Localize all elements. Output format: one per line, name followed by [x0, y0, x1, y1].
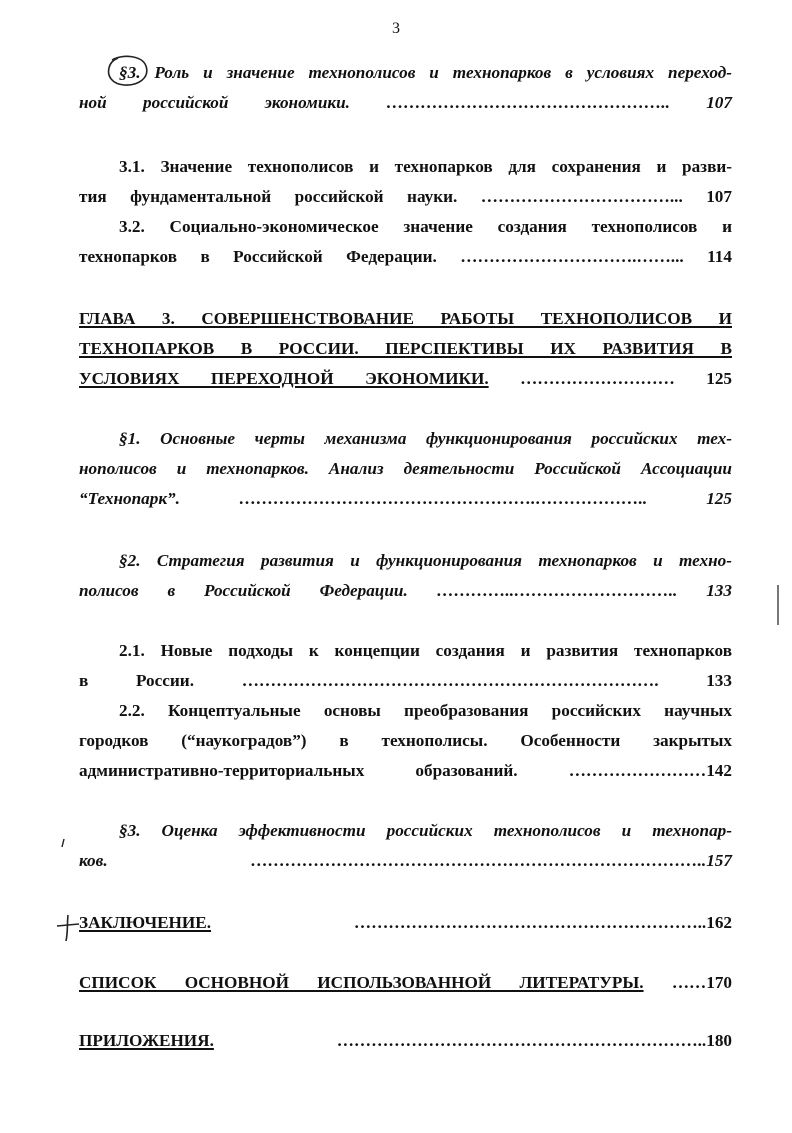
toc-entry-line: нополисов и технопарков. Анализ деятельности Российской Ассоциации: [79, 459, 732, 478]
toc-entry-line: ной российской экономики. ………………………………………….. 107: [79, 93, 732, 112]
toc-literature: [79, 968, 732, 998]
chapter-title-line: УСЛОВИЯХ ПЕРЕХОДНОЙ ЭКОНОМИКИ.: [79, 369, 489, 388]
toc-entry-line: городков (“наукоградов”) в технополисы. Особенности закрытых: [79, 731, 732, 750]
toc-entry-line: 2.1. Новые подходы к концепции создания и развития технопарков: [119, 641, 732, 660]
toc-entry-3-1: [79, 152, 732, 212]
margin-mark: [777, 585, 779, 625]
toc-entry-line: §2. Стратегия развития и функционирования технопарков и техно-: [119, 551, 732, 570]
conclusion-title: ЗАКЛЮЧЕНИЕ.: [79, 913, 212, 932]
chapter-title-line: ТЕХНОПАРКОВ В РОССИИ. ПЕРСПЕКТИВЫ ИХ РАЗВИТИЯ В: [79, 339, 732, 358]
toc-entry-2-2: [79, 696, 732, 786]
toc-entry-line: §3. Оценка эффективности российских технополисов и технопар-: [119, 821, 732, 840]
toc-entry-line: в России. ………………………………………………………………. 133: [79, 671, 732, 690]
toc-entry-ch3-section3: [79, 816, 732, 876]
toc-entry-line: §1. Основные черты механизма функционирования российских тех-: [119, 429, 732, 448]
toc-entry-line: “Технопарк”. …………………………………………….……………….. 125: [79, 489, 732, 508]
toc-leader-page: ……………………… 125: [488, 369, 733, 388]
toc-entry-line: 3.1. Значение технополисов и технопарков для сохранения и разви-: [119, 157, 732, 176]
toc-leader-page: ……170: [643, 973, 733, 992]
toc-entry-line: 2.2. Концептуальные основы преобразования российских научных: [119, 701, 732, 720]
toc-appendices: [79, 1026, 732, 1056]
toc-entry-line: ков. ……………………………………………………………………..157: [79, 851, 732, 870]
appendices-title: ПРИЛОЖЕНИЯ.: [79, 1031, 214, 1050]
handwritten-plus-mark: [55, 912, 81, 942]
page-number: 3: [392, 20, 400, 37]
toc-entry-section3-role: [79, 58, 732, 118]
toc-entry-line: технопарков в Российской Федерации. ………………………….……... 114: [79, 247, 732, 266]
toc-entry-line: полисов в Российской Федерации. …………..……………………….. 133: [79, 581, 732, 600]
toc-entry-ch3-section2: [79, 546, 732, 606]
toc-entry-line: тия фундаментальной российской науки. ……………………………... 107: [79, 187, 732, 206]
toc-entry-line: административно-территориальных образований. ……………………142: [79, 761, 732, 780]
toc-conclusion: [79, 908, 732, 938]
chapter-title-line: ГЛАВА 3. СОВЕРШЕНСТВОВАНИЕ РАБОТЫ ТЕХНОПОЛИСОВ И: [79, 309, 732, 328]
toc-entry-ch3-section1: [79, 424, 732, 514]
toc-entry-line: §3. Роль и значение технополисов и технопарков в условиях переход-: [119, 63, 732, 82]
toc-leader-page: ………………………………………………………..180: [213, 1031, 732, 1050]
toc-entry-3-2: [79, 212, 732, 272]
literature-title: СПИСОК ОСНОВНОЙ ИСПОЛЬЗОВАННОЙ ЛИТЕРАТУРЫ.: [79, 973, 644, 992]
toc-leader-page: ……………………………………………………..162: [211, 913, 732, 932]
toc-entry-2-1: [79, 636, 732, 696]
stray-pen-mark: [60, 838, 66, 848]
toc-chapter-3: [79, 304, 732, 394]
toc-entry-line: 3.2. Социально-экономическое значение создания технополисов и: [119, 217, 732, 236]
